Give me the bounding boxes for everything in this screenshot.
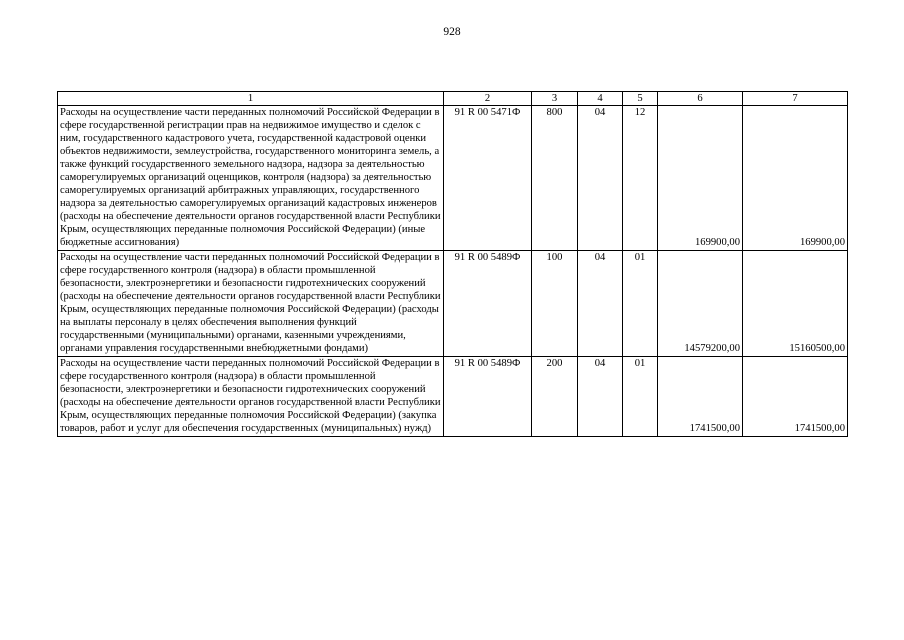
table-body: [58, 106, 848, 437]
row-expense-kind: 800: [532, 106, 578, 251]
row-amount-2: 15160500,00: [743, 251, 848, 357]
row-amount-2: 169900,00: [743, 106, 848, 251]
row-amount-1: 1741500,00: [658, 357, 743, 437]
header-cell-3: 3: [532, 92, 578, 106]
row-description: Расходы на осуществление части переданных полномочий Российской Федерации в сфере государственного контроля (надзора) в области промышленной безопасности, электроэнергетики и безопасности гидротехнических сооружений (расходы на обеспечение деятельности органов государственной власти Республики Крым, осуществляющих переданные полномочия Российской Федерации) (расходы на выплаты персоналу в целях обеспечения выполнения функций государственными (муниципальными) органами, казенными учреждениями, органами управления государственными внебюджетными фондами): [58, 251, 444, 357]
budget-table: [57, 91, 848, 437]
table-row: [58, 357, 848, 437]
row-amount-1: 169900,00: [658, 106, 743, 251]
table-row: [58, 251, 848, 357]
table-header: [58, 92, 848, 106]
row-expense-kind: 200: [532, 357, 578, 437]
header-cell-4: 4: [578, 92, 623, 106]
row-expense-kind: 100: [532, 251, 578, 357]
row-description: Расходы на осуществление части переданных полномочий Российской Федерации в сфере государственной регистрации прав на недвижимое имущество и сделок с ним, государственного кадастрового учета, государственной кадастровой оценки объектов недвижимости, землеустройства, государственного мониторинга земель, а также функций государственного земельного надзора, надзора за деятельностью саморегулируемых организаций оценщиков, контроля (надзора) за деятельностью саморегулируемых организаций арбитражных управляющих, государственного надзора за деятельностью саморегулируемых организаций кадастровых инженеров (расходы на обеспечение деятельности органов государственной власти Республики Крым, осуществляющих переданные полномочия Российской Федерации) (иные бюджетные ассигнования): [58, 106, 444, 251]
row-subsection: 12: [623, 106, 658, 251]
header-cell-1: 1: [58, 92, 444, 106]
row-subsection: 01: [623, 251, 658, 357]
header-cell-7: 7: [743, 92, 848, 106]
row-section: 04: [578, 357, 623, 437]
table-row: [58, 106, 848, 251]
row-description: Расходы на осуществление части переданных полномочий Российской Федерации в сфере государственного контроля (надзора) в области промышленной безопасности, электроэнергетики и безопасности гидротехнических сооружений (расходы на обеспечение деятельности органов государственной власти Республики Крым, осуществляющих переданные полномочия Российской Федерации) (закупка товаров, работ и услуг для обеспечения государственных (муниципальных) нужд): [58, 357, 444, 437]
table-header-row: [58, 92, 848, 106]
row-subsection: 01: [623, 357, 658, 437]
row-classification-code: 91 R 00 5489Ф: [444, 251, 532, 357]
row-amount-1: 14579200,00: [658, 251, 743, 357]
page-number: 928: [443, 26, 461, 38]
header-cell-6: 6: [658, 92, 743, 106]
row-classification-code: 91 R 00 5489Ф: [444, 357, 532, 437]
row-section: 04: [578, 106, 623, 251]
row-amount-2: 1741500,00: [743, 357, 848, 437]
header-cell-2: 2: [444, 92, 532, 106]
row-section: 04: [578, 251, 623, 357]
header-cell-5: 5: [623, 92, 658, 106]
row-classification-code: 91 R 00 5471Ф: [444, 106, 532, 251]
